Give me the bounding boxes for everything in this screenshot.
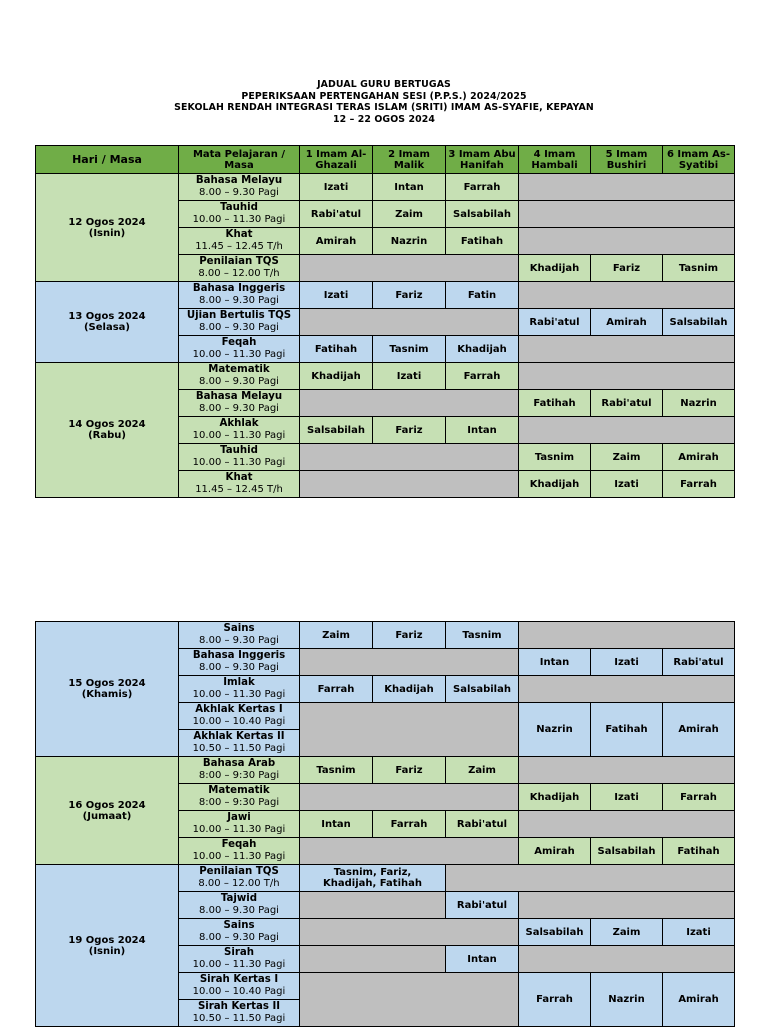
empty-cell	[519, 892, 735, 919]
empty-cell	[300, 390, 519, 417]
header-day: Hari / Masa	[36, 146, 179, 174]
staff-cell: Salsabilah	[519, 919, 591, 946]
staff-cell: Izati	[300, 282, 373, 309]
subject-cell: Ujian Bertulis TQS 8.00 – 9.30 Pagi	[179, 309, 300, 336]
document-heading	[0, 79, 768, 125]
subject-cell: Akhlak Kertas II 10.50 – 11.50 Pagi	[179, 730, 300, 757]
empty-cell	[300, 255, 519, 282]
staff-cell: Nazrin	[663, 390, 735, 417]
staff-cell: Khadijah	[519, 471, 591, 498]
table-row	[36, 622, 735, 649]
header-class-5: 5 Imam Bushiri	[591, 146, 663, 174]
subject-cell: Bahasa Melayu 8.00 – 9.30 Pagi	[179, 390, 300, 417]
staff-cell: Amirah	[519, 838, 591, 865]
header-row	[36, 146, 735, 174]
subject-cell: Khat 11.45 – 12.45 T/h	[179, 471, 300, 498]
staff-cell: Khadijah	[446, 336, 519, 363]
staff-cell: Tasnim	[663, 255, 735, 282]
staff-cell: Rabi'atul	[519, 309, 591, 336]
staff-cell: Fariz	[373, 282, 446, 309]
header-subject: Mata Pelajaran / Masa	[179, 146, 300, 174]
header-class-4: 4 Imam Hambali	[519, 146, 591, 174]
staff-cell: Tasnim, Fariz, Khadijah, Fatihah	[300, 865, 446, 892]
staff-cell: Salsabilah	[663, 309, 735, 336]
staff-cell: Fariz	[373, 622, 446, 649]
staff-cell: Rabi'atul	[300, 201, 373, 228]
staff-cell: Zaim	[591, 919, 663, 946]
table-row	[36, 282, 735, 309]
subject-cell: Jawi 10.00 – 11.30 Pagi	[179, 811, 300, 838]
subject-cell: Matematik 8:00 – 9:30 Pagi	[179, 784, 300, 811]
staff-cell: Amirah	[663, 703, 735, 757]
staff-cell: Rabi'atul	[446, 811, 519, 838]
staff-cell: Fatihah	[663, 838, 735, 865]
empty-cell	[519, 676, 735, 703]
header-class-3: 3 Imam Abu Hanifah	[446, 146, 519, 174]
header-class-1: 1 Imam Al-Ghazali	[300, 146, 373, 174]
staff-cell: Farrah	[663, 471, 735, 498]
staff-cell: Tasnim	[300, 757, 373, 784]
heading-line-2: PEPERIKSAAN PERTENGAHAN SESI (P.P.S.) 2024/2025	[241, 90, 527, 102]
staff-cell: Khadijah	[519, 784, 591, 811]
staff-cell: Fatin	[446, 282, 519, 309]
staff-cell: Rabi'atul	[446, 892, 519, 919]
day-cell: 16 Ogos 2024 (Jumaat)	[36, 757, 179, 865]
empty-cell	[300, 784, 519, 811]
subject-cell: Feqah 10.00 – 11.30 Pagi	[179, 838, 300, 865]
table-row	[36, 363, 735, 390]
staff-cell: Fariz	[591, 255, 663, 282]
staff-cell: Zaim	[300, 622, 373, 649]
subject-cell: Bahasa Arab 8:00 – 9:30 Pagi	[179, 757, 300, 784]
staff-cell: Farrah	[373, 811, 446, 838]
day-cell: 14 Ogos 2024 (Rabu)	[36, 363, 179, 498]
day-cell: 15 Ogos 2024 (Khamis)	[36, 622, 179, 757]
staff-cell: Fatihah	[446, 228, 519, 255]
subject-cell: Tauhid 10.00 – 11.30 Pagi	[179, 201, 300, 228]
subject-cell: Sirah 10.00 – 11.30 Pagi	[179, 946, 300, 973]
empty-cell	[519, 946, 735, 973]
staff-cell: Izati	[663, 919, 735, 946]
subject-cell: Feqah 10.00 – 11.30 Pagi	[179, 336, 300, 363]
staff-cell: Farrah	[519, 973, 591, 1027]
table-row	[36, 757, 735, 784]
subject-cell: Matematik 8.00 – 9.30 Pagi	[179, 363, 300, 390]
empty-cell	[519, 811, 735, 838]
staff-cell: Fariz	[373, 757, 446, 784]
empty-cell	[519, 336, 735, 363]
empty-cell	[300, 471, 519, 498]
staff-cell: Khadijah	[519, 255, 591, 282]
subject-cell: Sains 8.00 – 9.30 Pagi	[179, 622, 300, 649]
heading-line-3: SEKOLAH RENDAH INTEGRASI TERAS ISLAM (SRITI) IMAM AS-SYAFIE, KEPAYAN	[174, 102, 594, 114]
staff-cell: Farrah	[446, 174, 519, 201]
subject-cell: Penilaian TQS 8.00 – 12.00 T/h	[179, 255, 300, 282]
subject-cell: Akhlak Kertas I 10.00 – 10.40 Pagi	[179, 703, 300, 730]
staff-cell: Tasnim	[373, 336, 446, 363]
empty-cell	[300, 649, 519, 676]
empty-cell	[300, 309, 519, 336]
staff-cell: Salsabilah	[591, 838, 663, 865]
staff-cell: Amirah	[663, 444, 735, 471]
empty-cell	[300, 973, 519, 1027]
staff-cell: Khadijah	[373, 676, 446, 703]
subject-cell: Imlak 10.00 – 11.30 Pagi	[179, 676, 300, 703]
empty-cell	[300, 703, 519, 757]
staff-cell: Amirah	[663, 973, 735, 1027]
empty-cell	[519, 757, 735, 784]
subject-cell: Sirah Kertas II 10.50 – 11.50 Pagi	[179, 1000, 300, 1027]
subject-cell: Bahasa Inggeris 8.00 – 9.30 Pagi	[179, 282, 300, 309]
staff-cell: Izati	[591, 471, 663, 498]
empty-cell	[519, 201, 735, 228]
staff-cell: Salsabilah	[446, 201, 519, 228]
header-class-6: 6 Imam As-Syatibi	[663, 146, 735, 174]
staff-cell: Intan	[519, 649, 591, 676]
staff-cell: Nazrin	[591, 973, 663, 1027]
staff-cell: Intan	[446, 417, 519, 444]
staff-cell: Izati	[591, 784, 663, 811]
staff-cell: Zaim	[446, 757, 519, 784]
empty-cell	[300, 838, 519, 865]
subject-cell: Sains 8.00 – 9.30 Pagi	[179, 919, 300, 946]
table-row	[36, 174, 735, 201]
staff-cell: Amirah	[591, 309, 663, 336]
day-cell: 12 Ogos 2024 (Isnin)	[36, 174, 179, 282]
staff-cell: Amirah	[300, 228, 373, 255]
subject-cell: Akhlak 10.00 – 11.30 Pagi	[179, 417, 300, 444]
staff-cell: Salsabilah	[446, 676, 519, 703]
staff-cell: Zaim	[591, 444, 663, 471]
staff-cell: Farrah	[446, 363, 519, 390]
empty-cell	[519, 363, 735, 390]
heading-line-4: 12 – 22 OGOS 2024	[332, 113, 435, 125]
day-cell: 19 Ogos 2024 (Isnin)	[36, 865, 179, 1027]
staff-cell: Intan	[446, 946, 519, 973]
heading-line-1: JADUAL GURU BERTUGAS	[317, 79, 451, 90]
staff-cell: Izati	[373, 363, 446, 390]
staff-cell: Izati	[300, 174, 373, 201]
staff-cell: Fatihah	[591, 703, 663, 757]
staff-cell: Khadijah	[300, 363, 373, 390]
staff-cell: Izati	[591, 649, 663, 676]
staff-cell: Tasnim	[446, 622, 519, 649]
staff-cell: Rabi'atul	[663, 649, 735, 676]
staff-cell: Intan	[373, 174, 446, 201]
staff-cell: Fatihah	[300, 336, 373, 363]
staff-cell: Fariz	[373, 417, 446, 444]
staff-cell: Farrah	[300, 676, 373, 703]
staff-cell: Intan	[300, 811, 373, 838]
empty-cell	[300, 444, 519, 471]
subject-cell: Tauhid 10.00 – 11.30 Pagi	[179, 444, 300, 471]
table-row	[36, 865, 735, 892]
empty-cell	[519, 174, 735, 201]
subject-cell: Khat 11.45 – 12.45 T/h	[179, 228, 300, 255]
empty-cell	[446, 865, 735, 892]
empty-cell	[300, 919, 519, 946]
day-cell: 13 Ogos 2024 (Selasa)	[36, 282, 179, 363]
staff-cell: Tasnim	[519, 444, 591, 471]
staff-cell: Zaim	[373, 201, 446, 228]
empty-cell	[519, 417, 735, 444]
subject-cell: Sirah Kertas I 10.00 – 10.40 Pagi	[179, 973, 300, 1000]
staff-cell: Farrah	[663, 784, 735, 811]
subject-cell: Penilaian TQS 8.00 – 12.00 T/h	[179, 865, 300, 892]
subject-cell: Bahasa Melayu 8.00 – 9.30 Pagi	[179, 174, 300, 201]
subject-cell: Tajwid 8.00 – 9.30 Pagi	[179, 892, 300, 919]
empty-cell	[300, 946, 446, 973]
staff-cell: Salsabilah	[300, 417, 373, 444]
staff-cell: Fatihah	[519, 390, 591, 417]
empty-cell	[519, 622, 735, 649]
staff-cell: Rabi'atul	[591, 390, 663, 417]
subject-cell: Bahasa Inggeris 8.00 – 9.30 Pagi	[179, 649, 300, 676]
duty-table-1	[35, 145, 735, 498]
empty-cell	[300, 892, 446, 919]
staff-cell: Nazrin	[373, 228, 446, 255]
duty-table-2	[35, 621, 735, 1027]
header-class-2: 2 Imam Malik	[373, 146, 446, 174]
empty-cell	[519, 228, 735, 255]
empty-cell	[519, 282, 735, 309]
staff-cell: Nazrin	[519, 703, 591, 757]
